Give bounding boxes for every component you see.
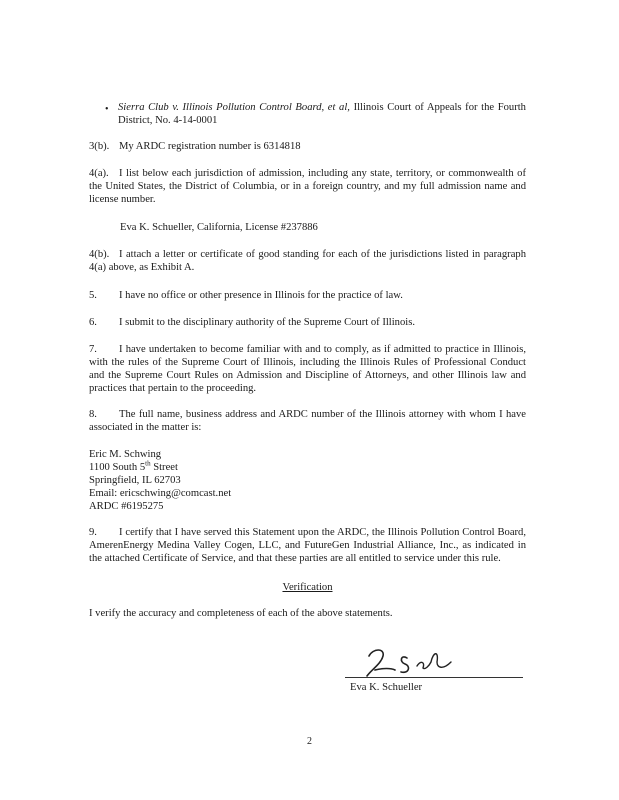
paragraph-4a xyxy=(89,167,526,206)
verification-statement: I verify the accuracy and completeness of each of the above statements. xyxy=(89,608,393,619)
paragraph-7 xyxy=(89,343,526,395)
signature-image xyxy=(355,640,475,682)
street-ordinal: th xyxy=(145,459,151,468)
paragraph-8 xyxy=(89,408,526,434)
paragraph-text: I certify that I have served this Statement upon the ARDC, the Illinois Pollution Control Board, AmerenEnergy Medina Valley Cogen, LLC, and FutureGen Industrial Alliance, Inc., as indicated in the attached Certificate of Service, and that these parties are all entitled to service under this rule. xyxy=(89,527,526,564)
verification-heading: Verification xyxy=(282,582,333,593)
bullet-icon: • xyxy=(105,104,109,115)
attorney-address xyxy=(89,448,526,513)
paragraph-number: 8. xyxy=(89,409,97,420)
paragraph-text: I have no office or other presence in Illinois for the practice of law. xyxy=(119,290,403,301)
paragraph-6 xyxy=(89,316,526,329)
attorney-name: Eric M. Schwing xyxy=(89,449,162,460)
case-reference xyxy=(118,101,526,127)
paragraph-5 xyxy=(89,289,526,302)
case-caption: Sierra Club v. Illinois Pollution Control Board, et al, xyxy=(118,102,350,113)
paragraph-4b xyxy=(89,248,526,274)
attorney-street xyxy=(89,461,526,474)
paragraph-text: I attach a letter or certificate of good standing for each of the jurisdictions listed in paragraph 4(a) above, as Exhibit A. xyxy=(89,249,526,273)
paragraph-number: 3(b). xyxy=(89,141,110,152)
paragraph-text: I submit to the disciplinary authority of the Supreme Court of Illinois. xyxy=(119,317,415,328)
paragraph-3b xyxy=(89,140,526,153)
attorney-city: Springfield, IL 62703 xyxy=(89,475,181,486)
paragraph-text: I list below each jurisdiction of admission, including any state, territory, or commonwealth of the United States, the District of Columbia, or in a foreign country, and my full admission name and license number. xyxy=(89,168,526,205)
paragraph-number: 9. xyxy=(89,527,97,538)
street-suffix: Street xyxy=(150,462,178,473)
paragraph-9 xyxy=(89,526,526,565)
signer-name: Eva K. Schueller xyxy=(350,682,423,693)
paragraph-number: 7. xyxy=(89,344,97,355)
paragraph-text: The full name, business address and ARDC number of the Illinois attorney with whom I have associated in the matter is: xyxy=(89,409,526,433)
attorney-email: Email: ericschwing@comcast.net xyxy=(89,488,232,499)
attorney-ardc: ARDC #6195275 xyxy=(89,501,164,512)
paragraph-number: 6. xyxy=(89,317,97,328)
paragraph-number: 4(a). xyxy=(89,168,109,179)
license-line: Eva K. Schueller, California, License #237886 xyxy=(120,222,318,233)
street-prefix: 1100 South 5 xyxy=(89,462,146,473)
signature-line xyxy=(345,677,523,678)
paragraph-number: 4(b). xyxy=(89,249,110,260)
page-number: 2 xyxy=(307,736,312,747)
paragraph-text: My ARDC registration number is 6314818 xyxy=(119,141,301,152)
paragraph-number: 5. xyxy=(89,290,97,301)
case-court: Illinois Court of Appeals for the Fourth District, No. 4-14-0001 xyxy=(118,102,526,126)
paragraph-text: I have undertaken to become familiar with and to comply, as if admitted to practice in Illinois, with the rules of the Supreme Court of Illinois, including the Illinois Rules of Professional Conduct and the Supreme Court Rules on Admission and Discipline of Attorneys, and other Illinois law and practices that pertain to the proceeding. xyxy=(89,344,526,394)
